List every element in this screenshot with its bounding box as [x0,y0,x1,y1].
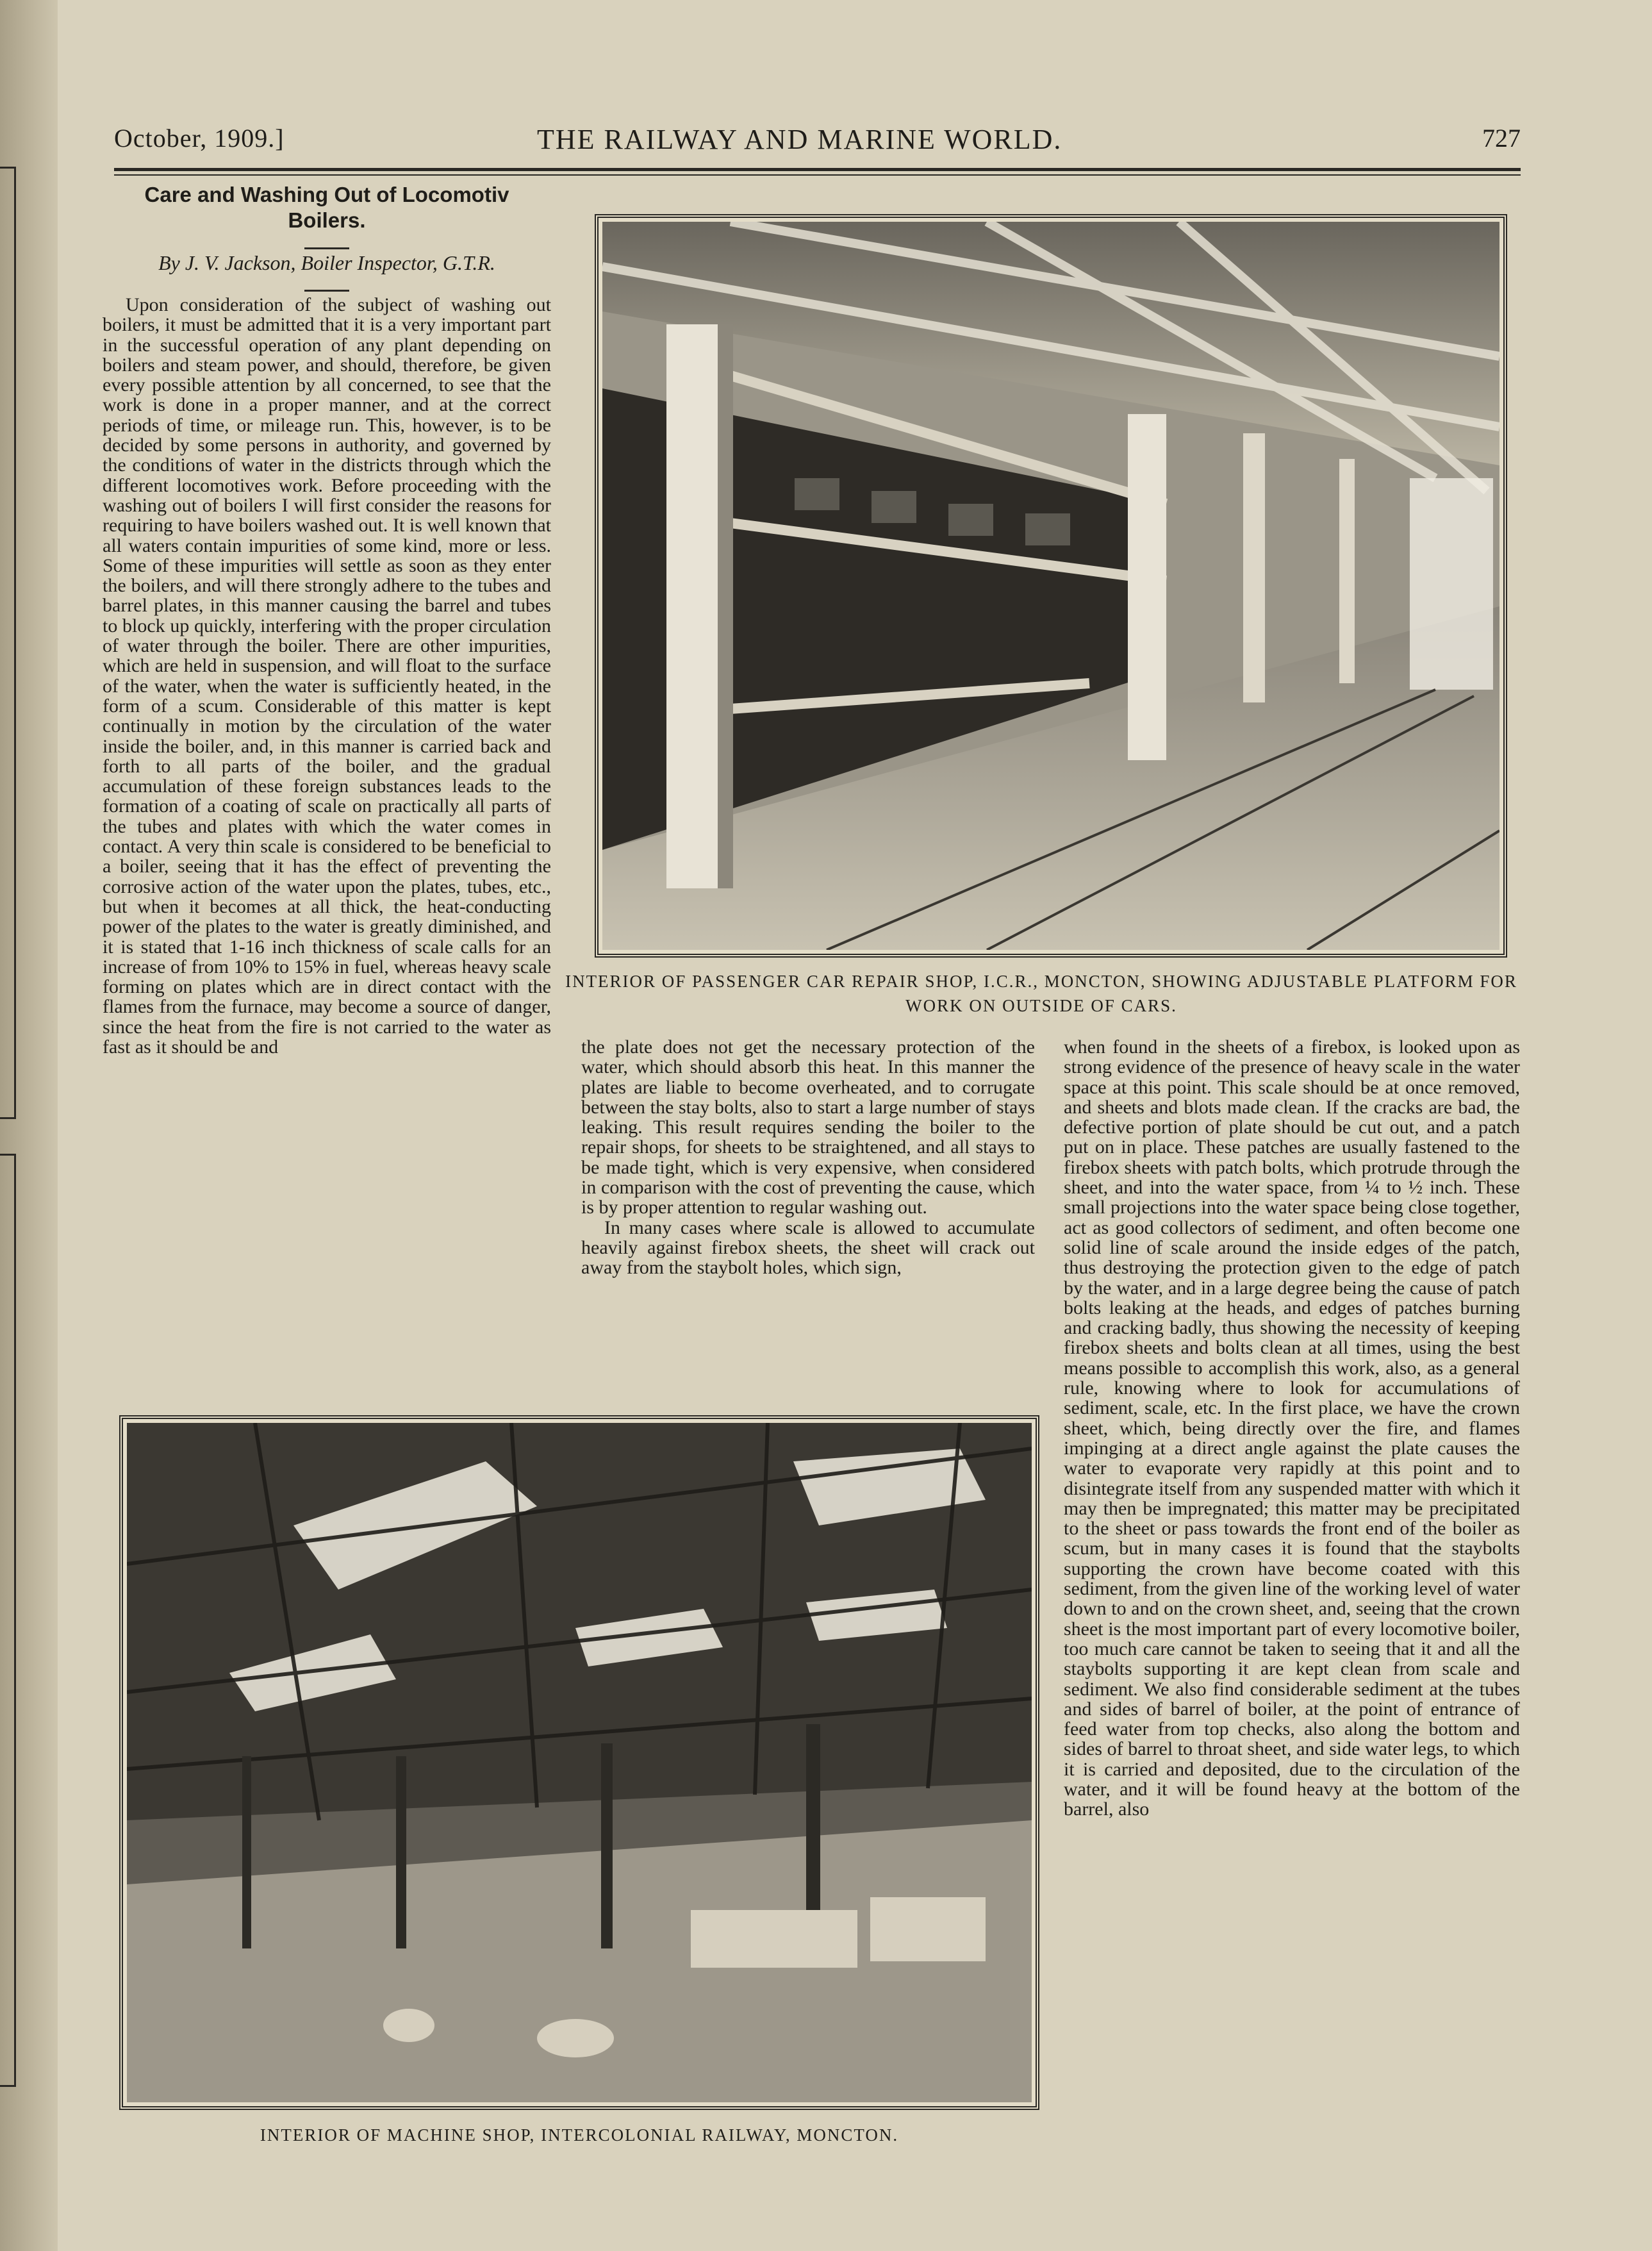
byline: By J. V. Jackson, Boiler Inspector, G.T.R. [158,251,495,274]
photo-car-repair-shop [595,214,1507,958]
article-column-3 [1064,1037,1520,2165]
article-column-2 [581,1037,1035,1383]
machine-shop-illustration [127,1423,1032,2102]
article-title [103,182,551,233]
caption-machine-shop: INTERIOR OF MACHINE SHOP, INTERCOLONIAL RAILWAY, MONCTON. [260,2125,899,2145]
paragraph: when found in the sheets of a firebox, is looked upon as strong evidence of the presence of heavy scale in the water space at this point. This scale should be at once removed, and sheets and blots made clean. If the cracks are bad, the defective portion of plate should be cut out, and a patch put on in place. These patches are usually fastened to the firebox sheets with patch bolts, which protrude through the sheet, and into the water space, from ¼ to ½ inch. These small projections into the water space being close together, act as good collectors of sediment, and often become one solid line of scale around the inside edges of the patch, thus destroying the protection given to the edge of patch by the water, and in a large degree being the cause of patch bolts leaking at the heads, and edges of patches burning and cracking badly, thus showing the necessity of keeping firebox sheets and bolts clean at all times, using the best means possible to accomplish this work, also, as a general rule, knowing where to look for accumulations of sediment, scale, etc. In the first place, we have the crown sheet, which, being directly over the fire, and flames impinging at a direct angle against the plate causes the water to evaporate very rapidly at this point and to disintegrate itself from any suspended matter with which it may then be impregnated; this matter may be precipitated to the sheet or pass towards the front end of the boiler as scum, but in many cases it is found that the staybolts supporting the crown have become coated with this sediment, from the given line of the working level of water down to and on the crown sheet, and, seeing that the crown sheet is the most important part of every locomotive boiler, too much care cannot be taken to seeing that it and all the staybolts supporting it are kept clean from scale and sediment. We also find considerable sediment at the tubes and sides of barrel of boiler, at the point of entrance of feed water from top checks, also along the bottom and sides of barrel to throat sheet, and side water legs, to which it is carried and deposited, due to the circulation of the water, and it will be found heavy at the bottom of the barrel, also [1064,1037,1520,1820]
paragraph: Upon consideration of the subject of washing out boilers, it must be admitted that it is a very important part in the successful operation of any plant depending on boilers and steam power, and should, therefore, be given every possible attention by all concerned, to see that the work is done in a proper manner, and at the correct periods of time, or mileage run. This, however, is to be decided by some persons in authority, and governed by the conditions of water in the districts through which the different locomotives work. Before proceeding with the washing out of boilers I will first consider the reasons for requiring to have boilers washed out. It is well known that all waters contain impurities of some kind, more or less. Some of these impurities will settle as soon as they enter the boilers, and will there strongly adhere to the tubes and barrel plates, in this manner causing the barrel and tubes to block up quickly, interfering with the proper circulation of water through the boiler. There are other impurities, which are held in suspension, and will float to the surface of the water, when the water is sufficiently heated, in the form of a scum. Considerable of this matter is kept continually in motion by the circulation of the water inside the boiler, and, in this manner is carried back and forth to all parts of the boiler, and the gradual accumulation of these foreign substances leads to the formation of a coating of scale on practically all parts of the tubes and plates with which the water comes in contact. A very thin scale is considered to be beneficial to a boiler, seeing that it has the effect of preventing the corrosive action of the water upon the plates, tubes, etc., but when it becomes at all thick, the heat-conducting power of the plates to the water is greatly diminished, and it is stated that 1-16 inch thickness of scale calls for an increase of from 10% to 15% in fuel, whereas heavy scale forming on plates which are in direct contact with the flames from the furnace, may become a source of danger, since the heat from the fire is not carried to the water as fast as it should be and [103,295,551,1058]
article-title-line: Boilers. [288,208,366,232]
issue-date: October, 1909.] [114,124,285,153]
photo-image [127,1423,1032,2102]
paragraph: the plate does not get the necessary protection of the water, which should absorb this heat. In this manner the plates are liable to become overheated, and to corrugate between the stay bolts, also to start a large number of stays leaking. This result requires sending the boiler to the repair shops, for sheets to be straightened, and all stays to be made tight, which is very expensive, when considered in comparison with the cost of preventing the cause, which is by proper attention to regular washing out. [581,1037,1035,1218]
byline-rule [304,290,349,292]
car-shop-illustration [602,222,1499,950]
previous-page-edge [0,167,16,1119]
binding-gutter [0,0,58,2251]
header-rule-thin [114,174,1521,176]
photo-machine-shop [119,1415,1039,2110]
photo-image [602,222,1499,950]
previous-page-edge [0,1154,16,2087]
title-rule [304,247,349,249]
paragraph: In many cases where scale is allowed to accumulate heavily against firebox sheets, the sheet will crack out away from the staybolt holes, which sign, [581,1217,1035,1279]
page-number: 727 [1482,124,1521,153]
article-column-1 [103,295,551,1384]
running-header [114,119,1521,158]
header-rule [114,168,1521,171]
article-title-line: Care and Washing Out of Locomotiv [144,183,509,206]
caption-car-repair-shop: INTERIOR OF PASSENGER CAR REPAIR SHOP, I.C.R., MONCTON, SHOWING ADJUSTABLE PLATFORM FOR WORK ON OUTSIDE OF CARS. [565,972,1517,1015]
journal-title: THE RAILWAY AND MARINE WORLD. [537,124,1062,155]
